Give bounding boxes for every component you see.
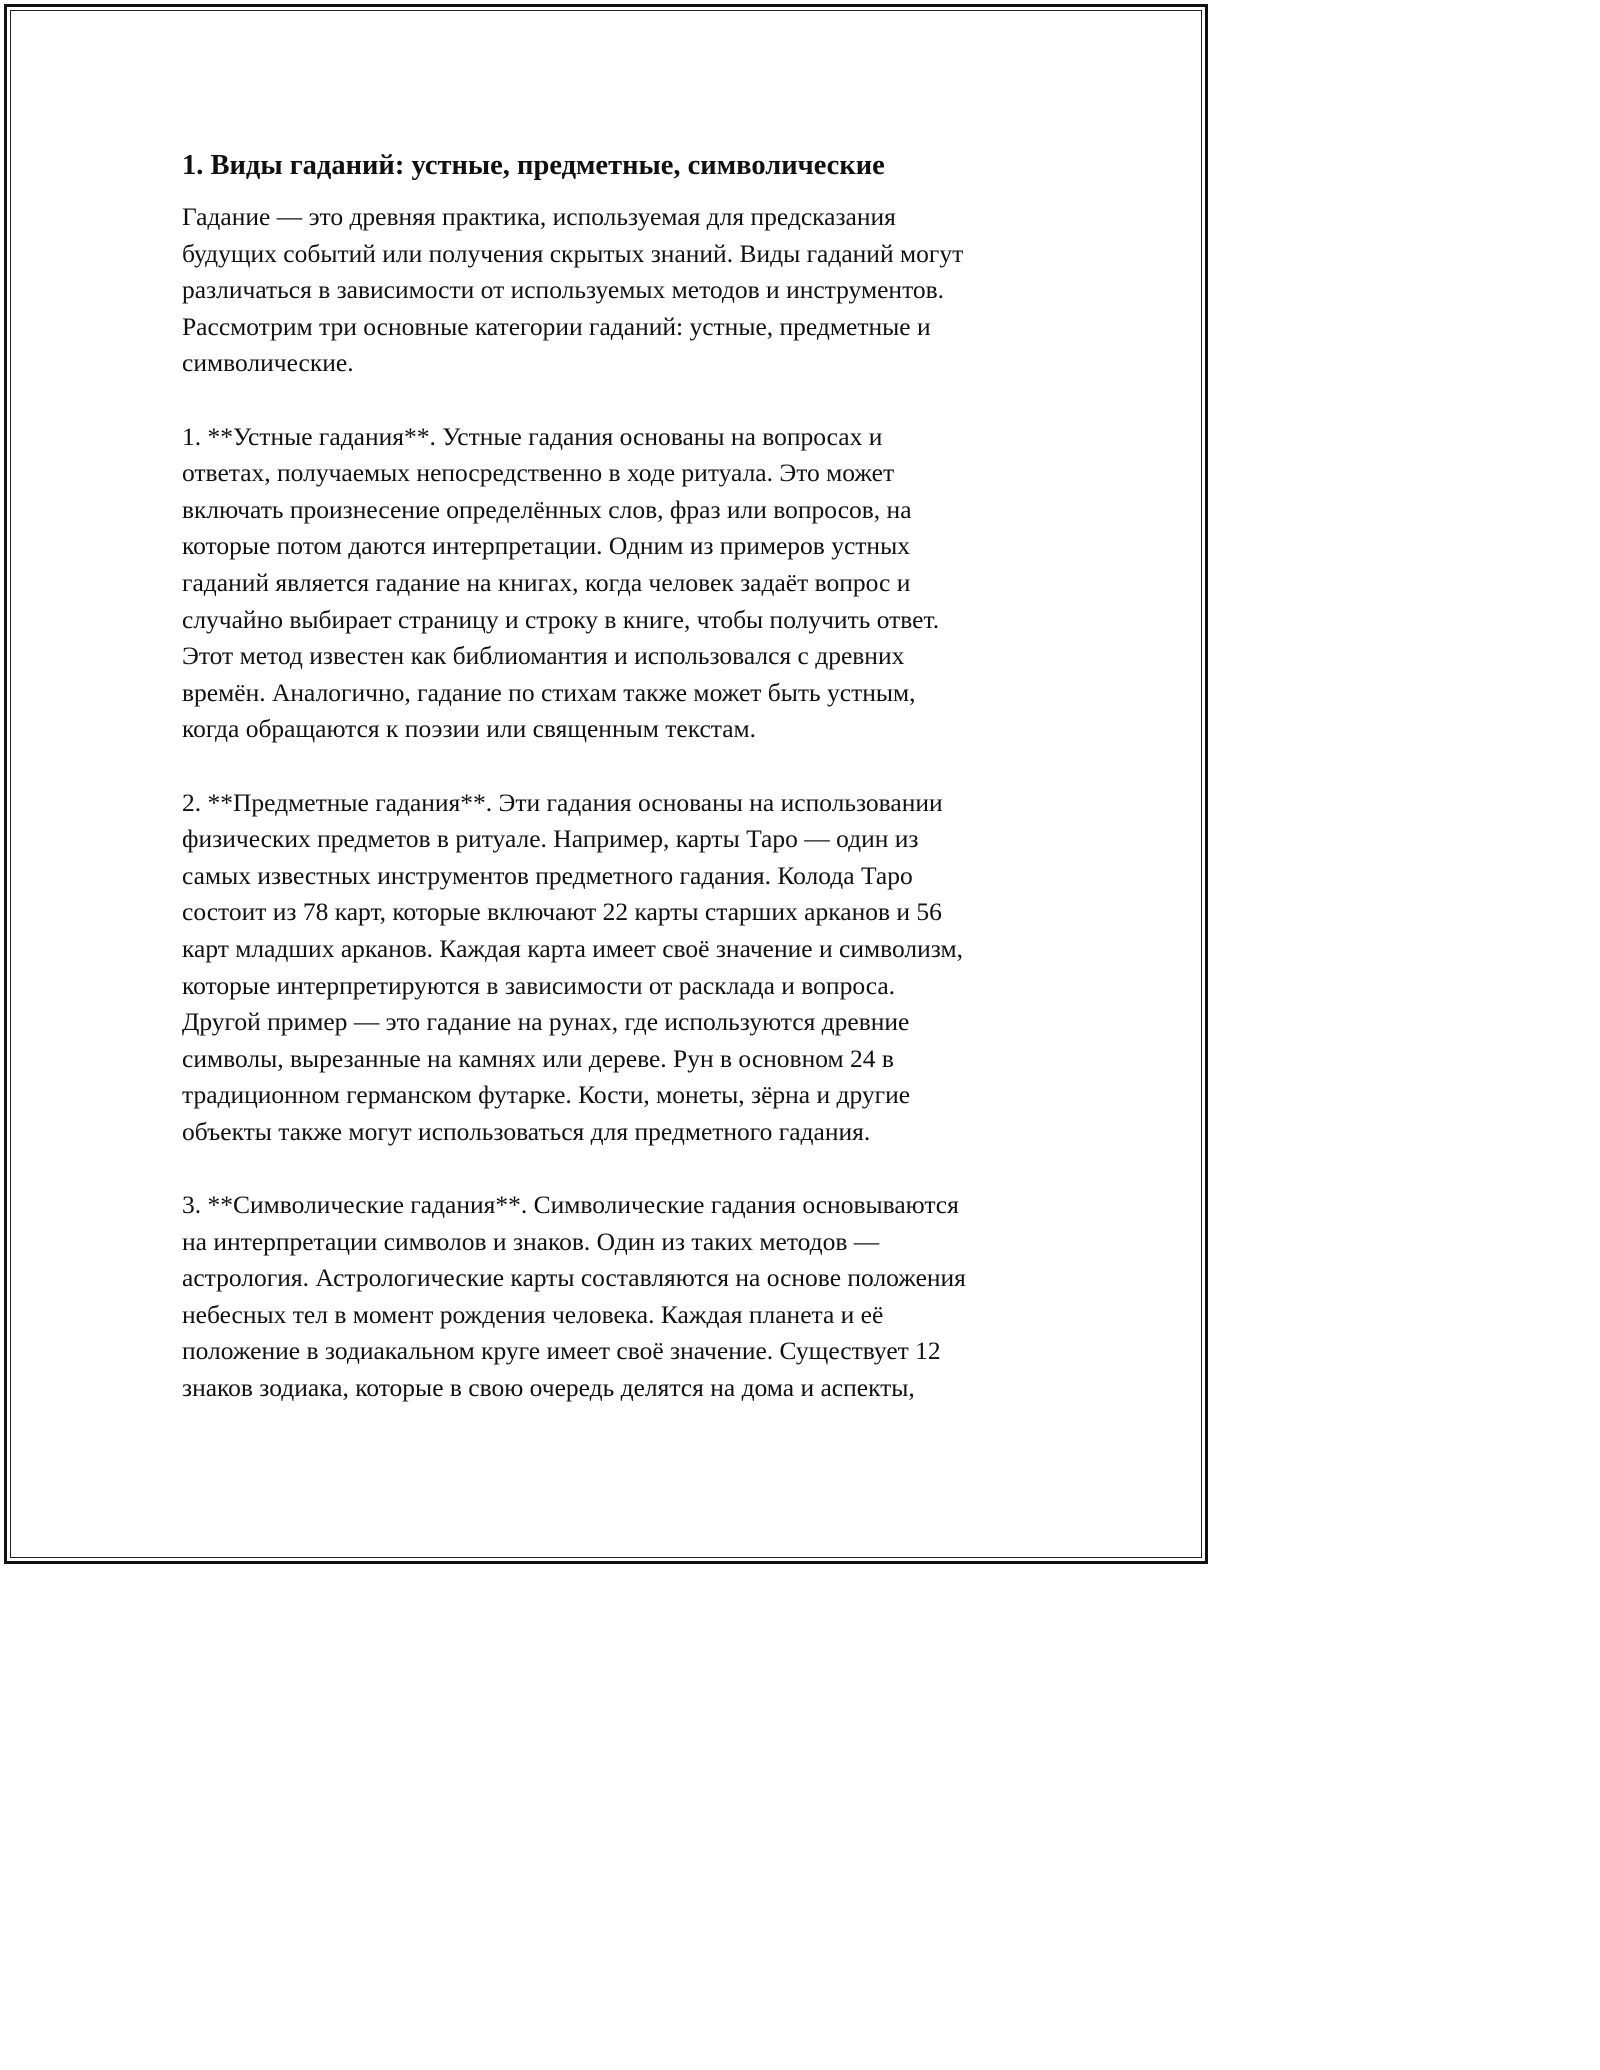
oral-divination-paragraph: 1. **Устные гадания**. Устные гадания основаны на вопросах и ответах, получаемых непосредственно в ходе ритуала. Это может включать произнесение определённых слов, фраз или вопросов, на которые потом даются интерпретации. Одним из примеров устных гаданий является гадание на книгах, когда человек задаёт вопрос и случайно выбирает страницу и строку в книге, чтобы получить ответ. Этот метод известен как библиомантия и использовался с древних времён. Аналогично, гадание по стихам также может быть устным, когда обращаются к поэзии или священным текстам.	[182, 421, 940, 744]
symbolic-divination-paragraph: 3. **Символические гадания**. Символические гадания основываются на интерпретации символов и знаков. Один из таких методов — астрология. Астрологические карты составляются на основе положения небесных тел в момент рождения человека. Каждая планета и её положение в зодиакальном круге имеет своё значение. Существует 12 знаков зодиака, которые в свою очередь делятся на дома и аспекты,	[182, 1190, 966, 1403]
section-heading: 1. Виды гаданий: устные, предметные, символические	[182, 150, 885, 181]
document-body	[182, 147, 1042, 1443]
intro-paragraph: Гадание — это древняя практика, используемая для предсказания будущих событий или получения скрытых знаний. Виды гаданий могут различаться в зависимости от используемых методов и инструментов. Рассмотрим три основные категории гаданий: устные, предметные и символические.	[182, 202, 964, 378]
object-divination-paragraph: 2. **Предметные гадания**. Эти гадания основаны на использовании физических предметов в ритуале. Например, карты Таро — один из самых известных инструментов предметного гадания. Колода Таро состоит из 78 карт, которые включают 22 карты старших арканов и 56 карт младших арканов. Каждая карта имеет своё значение и символизм, которые интерпретируются в зависимости от расклада и вопроса. Другой пример — это гадание на рунах, где используются древние символы, вырезанные на камнях или дереве. Рун в основном 24 в традиционном германском футарке. Кости, монеты, зёрна и другие объекты также могут использоваться для предметного гадания.	[182, 787, 963, 1146]
page-frame	[4, 4, 1208, 1564]
